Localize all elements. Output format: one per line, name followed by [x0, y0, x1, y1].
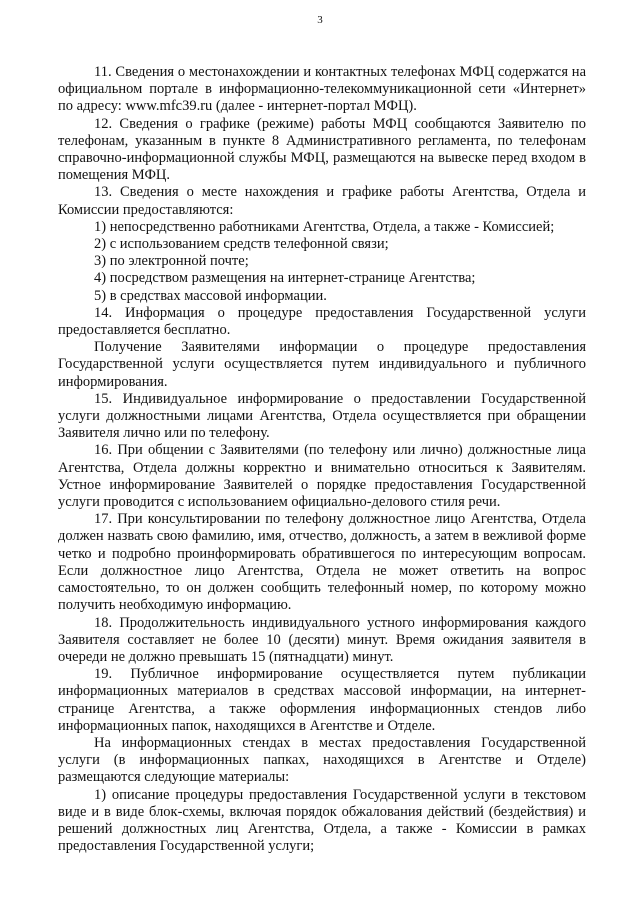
paragraph-17-phone-consulting: 17. При консультировании по телефону должностное лицо Агентства, Отдела должен назвать свою фамилию, имя, отчество, должность, а затем в вежливой форме четко и подробно проинформировать обратившегося по интересующим вопросам. Если должностное лицо Агентства, Отдела не может ответить на вопрос самостоятельно, то он должен сообщить телефонный номер, по которому можно получить необходимую информацию.: [58, 511, 586, 614]
list-item-13-1: 1) непосредственно работниками Агентства, Отдела, а также - Комиссией;: [94, 218, 555, 235]
paragraph-11-mfc-location: 11. Сведения о местонахождении и контактных телефонах МФЦ содержатся на официальном портале в информационно-телекоммуникационной сети «Интернет» по адресу: www.mfc39.ru (далее - интернет-портал МФЦ).: [58, 64, 586, 115]
paragraph-12-mfc-schedule: 12. Сведения о графике (режиме) работы МФЦ сообщаются Заявителю по телефонам, указанным в пункте 8 Административного регламента, по телефонам справочно-информационной службы МФЦ, размещаются на вывеске перед входом в помещения МФЦ.: [58, 115, 586, 184]
list-item-13-5: 5) в средствах массовой информации.: [94, 287, 327, 304]
paragraph-14-free-info: 14. Информация о процедуре предоставления Государственной услуги предоставляется бесплатно.: [58, 304, 586, 339]
page-number: 3: [317, 14, 323, 26]
document-body: [58, 64, 586, 855]
list-item-13-2: 2) с использованием средств телефонной связи;: [94, 236, 389, 253]
paragraph-15-individual-informing: 15. Индивидуальное информирование о предоставлении Государственной услуги должностными лицами Агентства, Отдела осуществляется при обращении Заявителя лично или по телефону.: [58, 390, 586, 442]
paragraph-14-informing-types: Получение Заявителями информации о процедуре предоставления Государственной услуги осуществляется путем индивидуального и публичного информирования.: [58, 339, 586, 390]
paragraph-19-stands: На информационных стендах в местах предоставления Государственной услуги (в информационных папках, находящихся в Агентстве и Отделе) размещаются следующие материалы:: [58, 734, 586, 786]
paragraph-16-communication: 16. При общении с Заявителями (по телефону или лично) должностные лица Агентства, Отдела должны корректно и внимательно относиться к Заявителям. Устное информирование Заявителей о порядке предоставления Государственной услуги проводится с использованием официально-делового стиля речи.: [58, 442, 586, 511]
paragraph-18-duration: 18. Продолжительность индивидуального устного информирования каждого Заявителя составляет не более 10 (десяти) минут. Время ожидания заявителя в очереди не должно превышать 15 (пятнадцати) минут.: [58, 614, 586, 665]
list-item-19-1: 1) описание процедуры предоставления Государственной услуги в текстовом виде и в виде блок-схемы, включая порядок обжалования действий (бездействия) и решений должностных лиц Агентства, Отдела, а также - Комиссии в рамках предоставления Государственной услуги;: [58, 786, 586, 855]
list-item-13-4: 4) посредством размещения на интернет-странице Агентства;: [94, 270, 476, 287]
list-item-13-3: 3) по электронной почте;: [94, 253, 249, 270]
paragraph-13-agency-info: 13. Сведения о месте нахождения и графике работы Агентства, Отдела и Комиссии предоставляются:: [58, 184, 586, 218]
paragraph-19-public-informing: 19. Публичное информирование осуществляется путем публикации информационных материалов в средствах массовой информации, на интернет-странице Агентства, а также оформления информационных стендов либо информационных папок, находящихся в Агентстве и Отделе.: [58, 666, 586, 734]
